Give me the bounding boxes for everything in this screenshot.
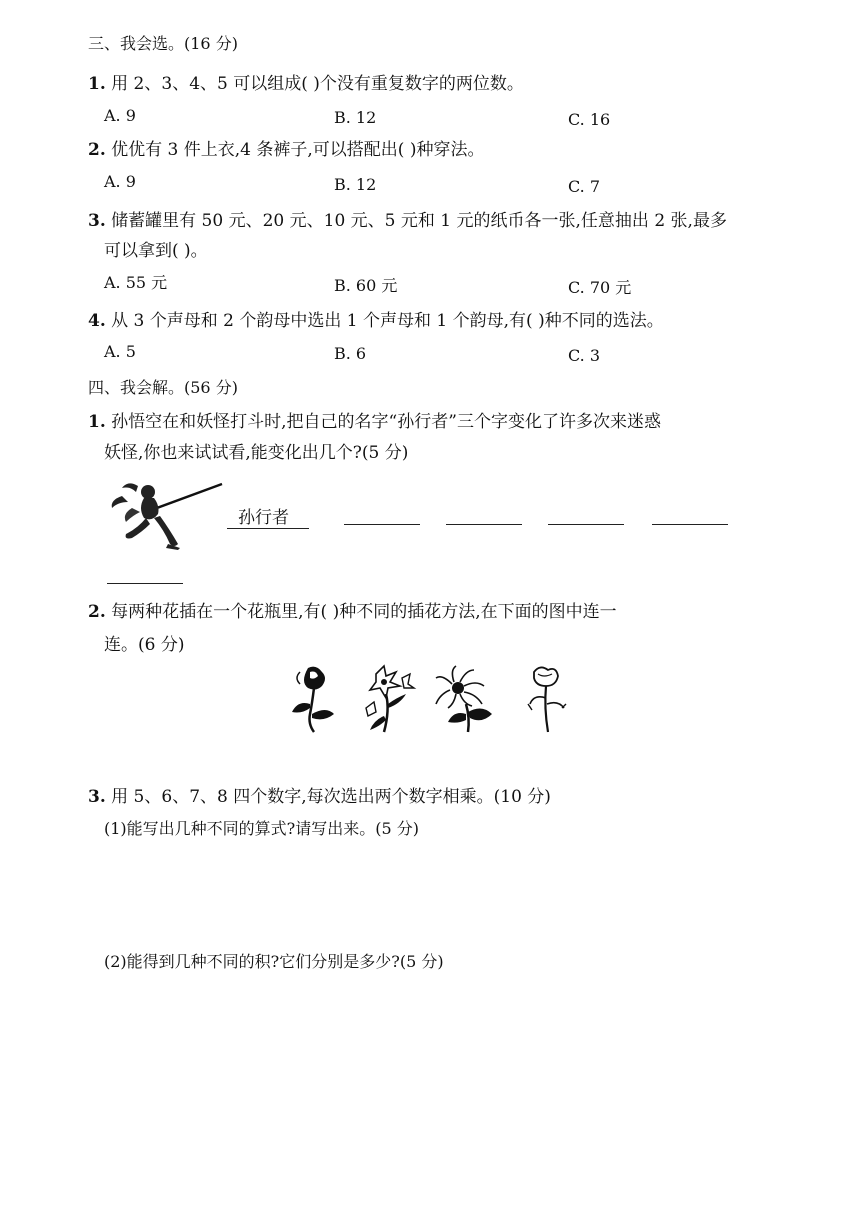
answer-line <box>107 583 183 584</box>
question-text: 从 3 个声母和 2 个韵母中选出 1 个声母和 1 个韵母,有( )种不同的选法。 <box>111 311 664 331</box>
question-text: 用 5、6、7、8 四个数字,每次选出两个数字相乘。(10 分) <box>111 787 551 807</box>
option-a: A. 9 <box>104 172 136 191</box>
option-c: C. 16 <box>568 110 611 129</box>
question-number: 2. <box>88 140 106 160</box>
question-2 <box>88 139 484 161</box>
question-text: 用 2、3、4、5 可以组成( )个没有重复数字的两位数。 <box>111 74 524 94</box>
question-4 <box>88 310 664 332</box>
option-b: B. 12 <box>334 108 377 127</box>
solve-question-2 <box>88 601 617 623</box>
chrysanthemum-illustration <box>432 664 498 734</box>
section-3-title: 三、我会选。(16 分) <box>88 34 238 53</box>
question-number: 1. <box>88 412 106 432</box>
section-4-title: 四、我会解。(56 分) <box>88 378 238 397</box>
solve-question-2-line-2: 连。(6 分) <box>104 635 185 655</box>
answer-line <box>652 524 728 525</box>
question-number: 2. <box>88 602 106 622</box>
example-name: 孙行者 <box>238 508 289 528</box>
solve-question-1-line-2: 妖怪,你也来试试看,能变化出几个?(5 分) <box>104 443 409 463</box>
question-text: 储蓄罐里有 50 元、20 元、10 元、5 元和 1 元的纸币各一张,任意抽出 2 张,最多 <box>111 211 727 231</box>
question-1 <box>88 73 524 95</box>
rose-illustration <box>286 664 346 734</box>
option-c: C. 70 元 <box>568 278 632 297</box>
solve-question-3 <box>88 786 551 808</box>
question-text: 优优有 3 件上衣,4 条裤子,可以搭配出( )种穿法。 <box>111 140 485 160</box>
solve-question-1 <box>88 411 661 433</box>
answer-line <box>227 528 309 529</box>
carnation-illustration <box>516 664 574 734</box>
answer-line <box>548 524 624 525</box>
question-3-line-2: 可以拿到( )。 <box>104 241 208 261</box>
question-text: 每两种花插在一个花瓶里,有( )种不同的插花方法,在下面的图中连一 <box>111 602 617 622</box>
option-b: B. 12 <box>334 175 377 194</box>
answer-line <box>344 524 420 525</box>
option-c: C. 3 <box>568 346 601 365</box>
option-a: A. 5 <box>104 342 136 361</box>
option-b: B. 60 元 <box>334 276 398 295</box>
lily-illustration <box>356 664 418 734</box>
question-number: 3. <box>88 211 106 231</box>
question-number: 1. <box>88 74 106 94</box>
question-3 <box>88 210 727 232</box>
answer-line <box>446 524 522 525</box>
option-b: B. 6 <box>334 344 367 363</box>
monkey-king-illustration <box>108 478 224 552</box>
sub-question-2: (2)能得到几种不同的积?它们分别是多少?(5 分) <box>104 952 444 971</box>
question-number: 3. <box>88 787 106 807</box>
sub-question-1: (1)能写出几种不同的算式?请写出来。(5 分) <box>104 819 419 838</box>
option-a: A. 9 <box>104 106 136 125</box>
question-number: 4. <box>88 311 106 331</box>
option-a: A. 55 元 <box>104 273 168 292</box>
option-c: C. 7 <box>568 177 601 196</box>
question-text: 孙悟空在和妖怪打斗时,把自己的名字“孙行者”三个字变化了许多次来迷惑 <box>111 412 661 432</box>
